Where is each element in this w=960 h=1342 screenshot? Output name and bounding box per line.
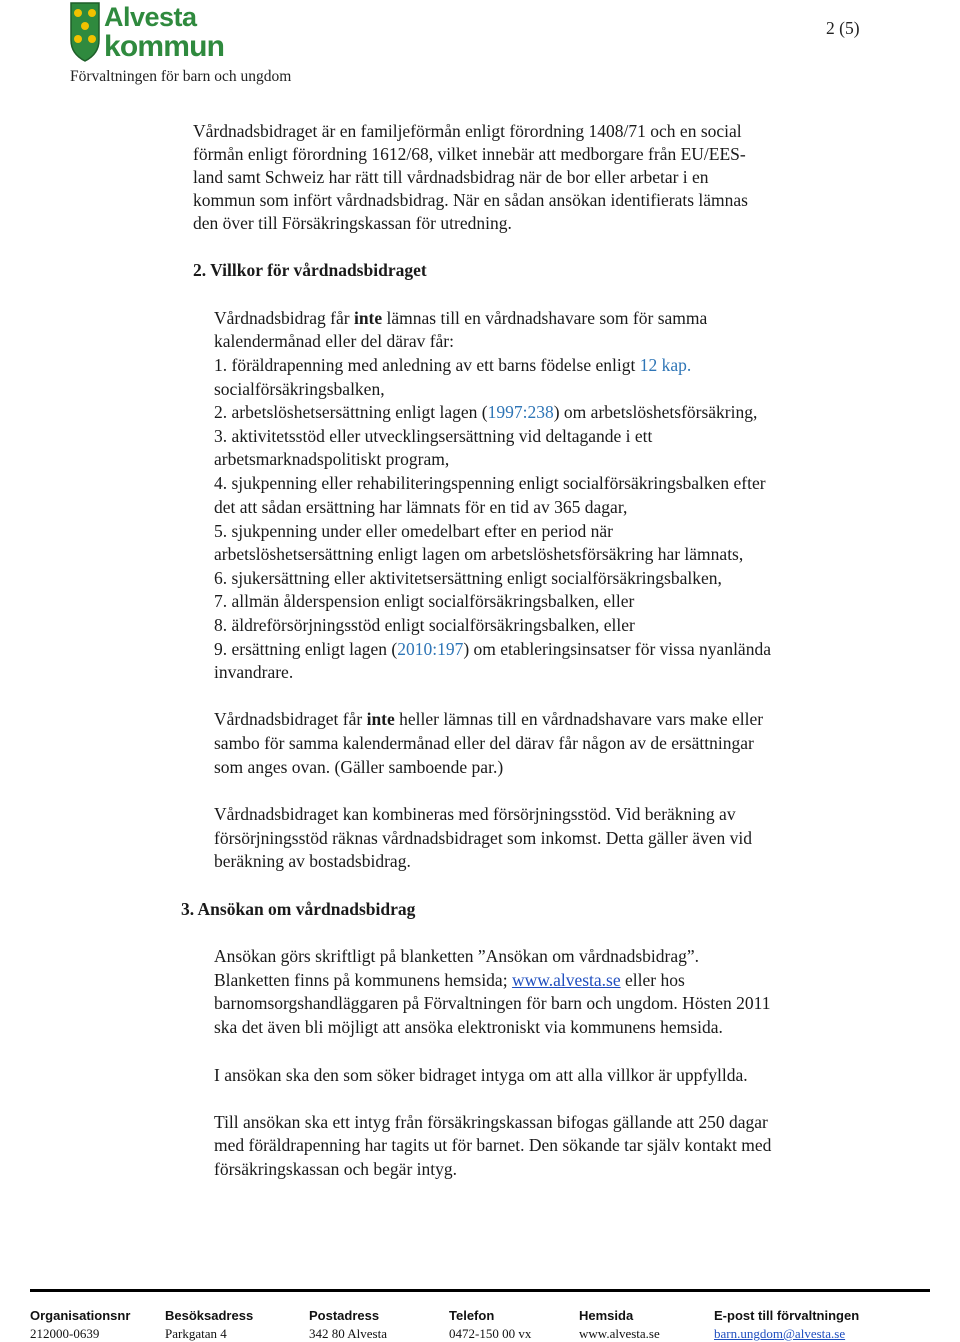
- footer-web: [579, 1306, 660, 1342]
- condition-item-2: 2. arbetslöshetsersättning enligt lagen (1997:238) om arbetslöshetsförsäkring,: [214, 402, 758, 422]
- footer-phone-value: 0472-150 00 vx: [449, 1326, 532, 1341]
- intro-line-5: den över till Försäkringskassan för utredning.: [193, 213, 512, 233]
- footer-divider: [30, 1289, 930, 1292]
- footer-visit-value: Parkgatan 4: [165, 1326, 227, 1341]
- conditions-lead: Vårdnadsbidrag får inte lämnas till en vårdnadshavare som för samma: [214, 308, 708, 328]
- footer-email-label: E-post till förvaltningen: [714, 1308, 860, 1323]
- conditions-lead-2: kalendermånad eller del därav får:: [214, 331, 455, 351]
- condition-item-4-cont: det att sådan ersättning har lämnats för en tid av 365 dagar,: [214, 497, 628, 517]
- coat-of-arms-icon: [70, 2, 100, 62]
- condition-item-9: 9. ersättning enligt lagen (2010:197) om etableringsinsatser för vissa nyanlända: [214, 639, 771, 659]
- spouse-paragraph-3: som anges ovan. (Gäller samboende par.): [214, 757, 504, 777]
- section-3-heading: 3. Ansökan om vårdnadsbidrag: [181, 899, 416, 919]
- condition-item-8: 8. äldreförsörjningsstöd enligt socialförsäkringsbalken, eller: [214, 615, 635, 635]
- law-reference[interactable]: 2010:197: [397, 639, 464, 659]
- footer-visit-label: Besöksadress: [165, 1308, 254, 1323]
- spouse-paragraph-1: Vårdnadsbidraget får inte heller lämnas till en vårdnadshavare vars make eller: [214, 709, 764, 729]
- footer-org-value: 212000-0639: [30, 1326, 100, 1341]
- condition-item-7: 7. allmän ålderspension enligt socialförsäkringsbalken, eller: [214, 591, 635, 611]
- condition-item-3: 3. aktivitetsstöd eller utvecklingsersättning vid deltagande i ett: [214, 426, 653, 446]
- condition-item-3-cont: arbetsmarknadspolitiskt program,: [214, 449, 450, 469]
- footer-phone-label: Telefon: [449, 1308, 495, 1323]
- application-line-2: Blanketten finns på kommunens hemsida; www.alvesta.se eller hos: [214, 970, 685, 990]
- footer-org: [30, 1306, 130, 1342]
- footer-email: [714, 1306, 859, 1342]
- law-reference[interactable]: 12 kap.: [639, 355, 692, 375]
- intro-line-3: land samt Schweiz har rätt till vårdnadsbidrag när de bor eller arbetar i en: [193, 167, 709, 187]
- application-line-4: ska det även bli möjligt att ansöka elektroniskt via kommunens hemsida.: [214, 1017, 723, 1037]
- footer-visit: [165, 1306, 253, 1342]
- application-line-1: Ansökan görs skriftligt på blanketten ”Ansökan om vårdnadsbidrag”.: [214, 946, 700, 966]
- combine-paragraph-2: försörjningsstöd räknas vårdnadsbidraget som inkomst. Detta gäller även vid: [214, 828, 753, 848]
- condition-item-4: 4. sjukpenning eller rehabiliteringspenning enligt socialförsäkringsbalken efter: [214, 473, 766, 493]
- condition-item-5-cont: arbetslöshetsersättning enligt lagen om arbetslöshetsförsäkring har lämnats,: [214, 544, 744, 564]
- application-line-3: barnomsorgshandläggaren på Förvaltningen för barn och ungdom. Hösten 2011: [214, 993, 771, 1013]
- spouse-paragraph-2: sambo för samma kalendermånad eller del därav får någon av de ersättningar: [214, 733, 754, 753]
- combine-paragraph-3: beräkning av bostadsbidrag.: [214, 851, 411, 871]
- footer-phone: [449, 1306, 531, 1342]
- footer-post-value: 342 80 Alvesta: [309, 1326, 387, 1341]
- logo-wordmark: [104, 3, 224, 61]
- certify-paragraph: I ansökan ska den som söker bidraget intyga om att alla villkor är uppfyllda.: [214, 1065, 748, 1085]
- footer-post: [309, 1306, 387, 1342]
- law-reference[interactable]: 1997:238: [487, 402, 554, 422]
- logo-line-1: Alvesta: [104, 2, 197, 32]
- condition-item-1: 1. föräldrapenning med anledning av ett barns födelse enligt 12 kap.: [214, 355, 692, 375]
- footer-post-label: Postadress: [309, 1308, 380, 1323]
- footer-web-label: Hemsida: [579, 1308, 634, 1323]
- department-name: Förvaltningen för barn och ungdom: [70, 68, 292, 85]
- section-2-heading: 2. Villkor för vårdnadsbidraget: [193, 260, 427, 280]
- condition-item-1-cont: socialförsäkringsbalken,: [214, 379, 385, 399]
- condition-item-5: 5. sjukpenning under eller omedelbart efter en period när: [214, 521, 613, 541]
- condition-item-6: 6. sjukersättning eller aktivitetsersättning enligt socialförsäkringsbalken,: [214, 568, 722, 588]
- footer-web-value[interactable]: www.alvesta.se: [579, 1326, 660, 1341]
- combine-paragraph-1: Vårdnadsbidraget kan kombineras med försörjningsstöd. Vid beräkning av: [214, 804, 736, 824]
- certificate-line-1: Till ansökan ska ett intyg från försäkringskassan bifogas gällande att 250 dagar: [214, 1112, 768, 1132]
- certificate-line-2: med föräldrapenning har tagits ut för barnet. Den sökande tar själv kontakt med: [214, 1135, 772, 1155]
- website-link[interactable]: www.alvesta.se: [511, 970, 621, 990]
- footer-org-label: Organisationsnr: [30, 1308, 131, 1323]
- intro-line-1: Vårdnadsbidraget är en familjeförmån enligt förordning 1408/71 och en social: [193, 121, 742, 141]
- condition-item-9-cont: invandrare.: [214, 662, 294, 682]
- footer-email-link[interactable]: barn.ungdom@alvesta.se: [714, 1326, 846, 1341]
- page-number: 2 (5): [826, 18, 860, 38]
- intro-line-2: förmån enligt förordning 1612/68, vilket innebär att medborgare från EU/EES-: [193, 144, 746, 164]
- intro-line-4: kommun som infört vårdnadsbidrag. När en sådan ansökan identifierats lämnas: [193, 190, 748, 210]
- certificate-line-3: försäkringskassan och begär intyg.: [214, 1159, 457, 1179]
- logo-line-2: kommun: [104, 30, 225, 63]
